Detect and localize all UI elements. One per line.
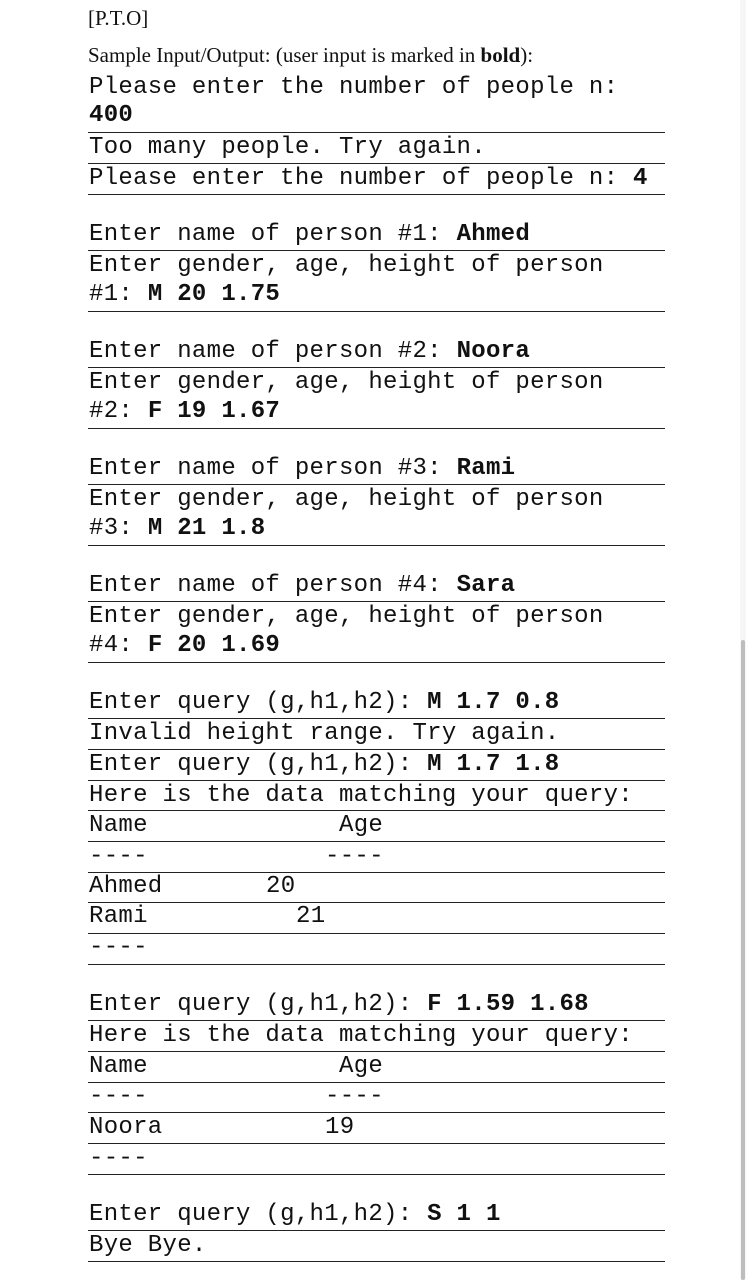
- divider: [88, 194, 665, 195]
- input-400: 400: [89, 102, 134, 129]
- table-row-name: Rami: [89, 903, 148, 930]
- here-is-data-line: Here is the data matching your query:: [89, 1022, 633, 1049]
- intro-bold: bold: [480, 43, 521, 67]
- divider: [88, 1143, 665, 1144]
- query3-line: Enter query (g,h1,h2): F 1.59 1.68: [89, 991, 589, 1018]
- scrollbar-thumb[interactable]: [741, 640, 745, 1280]
- divider: [88, 545, 665, 546]
- divider: [88, 964, 665, 965]
- table-row-age: 21: [296, 903, 326, 930]
- divider: [88, 311, 665, 312]
- divider: [88, 484, 665, 485]
- table-row-name: Noora: [89, 1114, 163, 1141]
- person2-name-line: Enter name of person #2: Noora: [89, 338, 531, 365]
- divider: [88, 163, 665, 164]
- table-dashes-name: ----: [89, 1083, 148, 1110]
- divider: [88, 601, 665, 602]
- invalid-range-message: Invalid height range. Try again.: [89, 720, 560, 747]
- divider: [88, 841, 665, 842]
- person1-name-line: Enter name of person #1: Ahmed: [89, 221, 531, 248]
- here-is-data-line: Here is the data matching your query:: [89, 782, 633, 809]
- divider: [88, 1112, 665, 1113]
- divider: [88, 132, 665, 133]
- person2-details-prompt: Enter gender, age, height of person: [89, 369, 604, 396]
- divider: [88, 662, 665, 663]
- bye-message: Bye Bye.: [89, 1232, 207, 1259]
- divider: [88, 1051, 665, 1052]
- divider: [88, 902, 665, 903]
- query4-line: Enter query (g,h1,h2): S 1 1: [89, 1201, 501, 1228]
- person4-name-line: Enter name of person #4: Sara: [89, 572, 516, 599]
- divider: [88, 367, 665, 368]
- divider: [88, 780, 665, 781]
- table-header-name: Name: [89, 1053, 148, 1080]
- intro-suffix: ):: [520, 43, 534, 67]
- divider: [88, 810, 665, 811]
- person1-details-prompt: Enter gender, age, height of person: [89, 252, 604, 279]
- person2-details-line: #2: F 19 1.67: [89, 398, 281, 425]
- table-dashes-age: ----: [325, 843, 384, 870]
- too-many-message: Too many people. Try again.: [89, 134, 486, 161]
- pto-label: [P.T.O]: [88, 6, 149, 30]
- divider: [88, 250, 665, 251]
- table-header-name: Name: [89, 812, 148, 839]
- person3-name-line: Enter name of person #3: Rami: [89, 455, 516, 482]
- table-header-age: Age: [339, 812, 384, 839]
- sample-io-heading: [88, 43, 533, 67]
- person4-details-prompt: Enter gender, age, height of person: [89, 603, 604, 630]
- prompt-number-of-people-retry: Please enter the number of people n: 4: [89, 165, 648, 192]
- table-header-age: Age: [339, 1053, 384, 1080]
- table-end-dashes: ----: [89, 934, 148, 961]
- person1-details-line: #1: M 20 1.75: [89, 281, 281, 308]
- divider: [88, 749, 665, 750]
- person3-details-prompt: Enter gender, age, height of person: [89, 486, 604, 513]
- table-row-age: 20: [266, 873, 296, 900]
- table-row-name: Ahmed: [89, 873, 163, 900]
- divider: [88, 872, 665, 873]
- table-dashes-age: ----: [325, 1083, 384, 1110]
- divider: [88, 1230, 665, 1231]
- query1-line: Enter query (g,h1,h2): M 1.7 0.8: [89, 689, 560, 716]
- table-dashes-name: ----: [89, 843, 148, 870]
- table-row-age: 19: [325, 1114, 355, 1141]
- intro-prefix: Sample Input/Output: (user input is marked in: [88, 43, 481, 67]
- divider: [88, 428, 665, 429]
- divider: [88, 933, 665, 934]
- query2-line: Enter query (g,h1,h2): M 1.7 1.8: [89, 751, 560, 778]
- divider: [88, 1261, 665, 1262]
- person3-details-line: #3: M 21 1.8: [89, 515, 266, 542]
- table-end-dashes: ----: [89, 1145, 148, 1172]
- divider: [88, 1174, 665, 1175]
- divider: [88, 1020, 665, 1021]
- prompt-number-of-people: Please enter the number of people n:: [89, 74, 619, 101]
- divider: [88, 718, 665, 719]
- person4-details-line: #4: F 20 1.69: [89, 632, 281, 659]
